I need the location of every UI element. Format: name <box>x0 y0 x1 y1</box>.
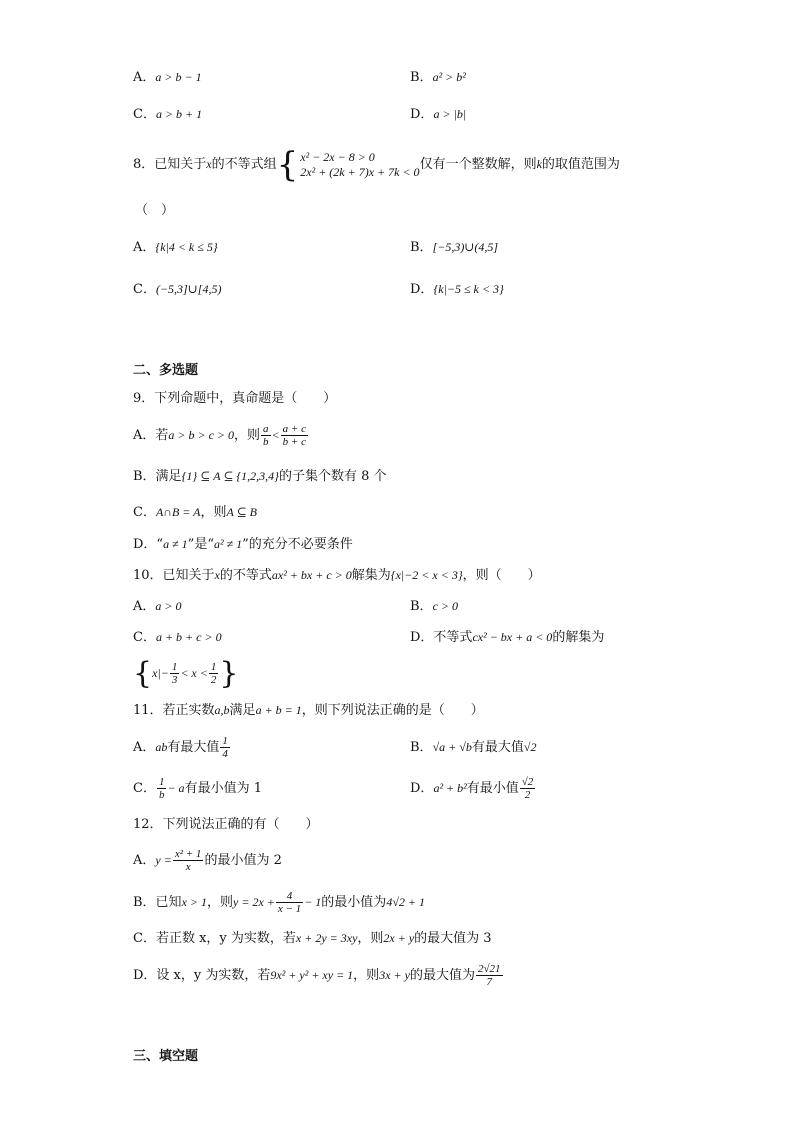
q12-option-d: D．设 x，y 为实数，若9x² + y² + xy = 1，则3x + y的最大值为 $\frac{2√21}{7}$ <box>133 963 501 988</box>
q7-option-d-math: a > |b| <box>433 107 467 121</box>
q11-option-d: D．a² + b²有最小值 $\frac{√2}{2}$ <box>410 776 534 801</box>
q12-option-b: B．已知x > 1，则y = 2x + $\frac{4}{x - 1}$ − 1的最小值为4√2 + 1 <box>133 890 425 915</box>
q7-option-d: D．a > |b| <box>410 107 467 122</box>
q12-option-c: C．若正数 x，y 为实数，若x + 2y = 3xy，则2x + y的最大值为 3 <box>133 931 492 946</box>
q8-option-b: B．[−5,3)∪(4,5] <box>410 240 499 255</box>
q9-a-fraction-right: $\frac{a + c}{b + c}$ <box>282 423 306 448</box>
q8-option-a: A．{k|4 < k ≤ 5} <box>133 240 218 255</box>
q7-option-a: A．a > b − 1 <box>133 70 202 85</box>
q11-option-a: A．ab有最大值 $\frac{1}{4}$ <box>133 735 228 760</box>
q9-a-fraction-left: $\frac{a}{b}$ <box>263 423 269 448</box>
q12-stem: 12．下列说法正确的有（ ） <box>133 817 319 832</box>
q9-option-d: D．“a ≠ 1”是“a² ≠ 1”的充分不必要条件 <box>133 537 353 552</box>
q8-paren: （ ） <box>135 203 175 218</box>
q9-option-c: C．A∩B = A，则A ⊆ B <box>133 505 258 520</box>
q10-stem: 10．已知关于x的不等式ax² + bx + c > 0解集为{x|−2 < x < 3}，则（ ） <box>133 568 541 583</box>
q7-option-b: B．a² > b² <box>410 70 466 85</box>
q7-option-c-math: a > b + 1 <box>155 107 203 121</box>
q7-option-c: C．a > b + 1 <box>133 107 203 122</box>
q8-stem: 8．已知关于x的不等式组{ x² − 2x − 8 > 0 2x² + (2k + 7)x + 7k < 0 仅有一个整数解，则k的取值范围为 <box>133 144 620 185</box>
q10-option-d-answer-set: {x|− $\frac{1}{3}$ < x < $\frac{1}{2}$ } <box>133 655 239 691</box>
q10-option-d: D．不等式cx² − bx + a < 0的解集为 <box>410 630 605 645</box>
q10-option-a: A．a > 0 <box>133 599 182 614</box>
q11-option-b: B．√a + √b有最大值√2 <box>410 740 537 755</box>
q7-option-b-math: a² > b² <box>432 70 466 84</box>
q9-option-b: B．满足{1} ⊆ A ⊆ {1,2,3,4}的子集个数有 8 个 <box>133 469 387 484</box>
q8-option-c: C．(−5,3]∪[4,5) <box>133 282 222 297</box>
section-title-fill-in: 三、填空题 <box>133 1049 199 1064</box>
q7-option-a-math: a > b − 1 <box>155 70 202 84</box>
q12-option-a: A．y = $\frac{\text{x² + 1}}{x}$ 的最小值为 2 <box>133 848 282 873</box>
q8-inequality-system: x² − 2x − 8 > 0 2x² + (2k + 7)x + 7k < 0 <box>300 149 420 179</box>
q10-option-c: C．a + b + c > 0 <box>133 630 222 645</box>
section-title-multiple-choice: 二、多选题 <box>133 363 199 378</box>
q11-stem: 11．若正实数a,b满足a + b = 1，则下列说法正确的是（ ） <box>133 703 484 718</box>
q9-option-a: A．若a > b > c > 0，则 $\frac{a}{b}$ < $\frac{a + c}{b + c}$ <box>133 423 306 448</box>
q8-brace: { <box>276 144 299 185</box>
q9-stem: 9．下列命题中，真命题是（ ） <box>133 391 337 406</box>
q10-option-b: B．c > 0 <box>410 599 458 614</box>
q8-option-d: D．{k|−5 ≤ k < 3} <box>410 282 504 297</box>
q11-option-c: C． $\frac{1}{b}$ − a有最小值为 1 <box>133 776 262 801</box>
